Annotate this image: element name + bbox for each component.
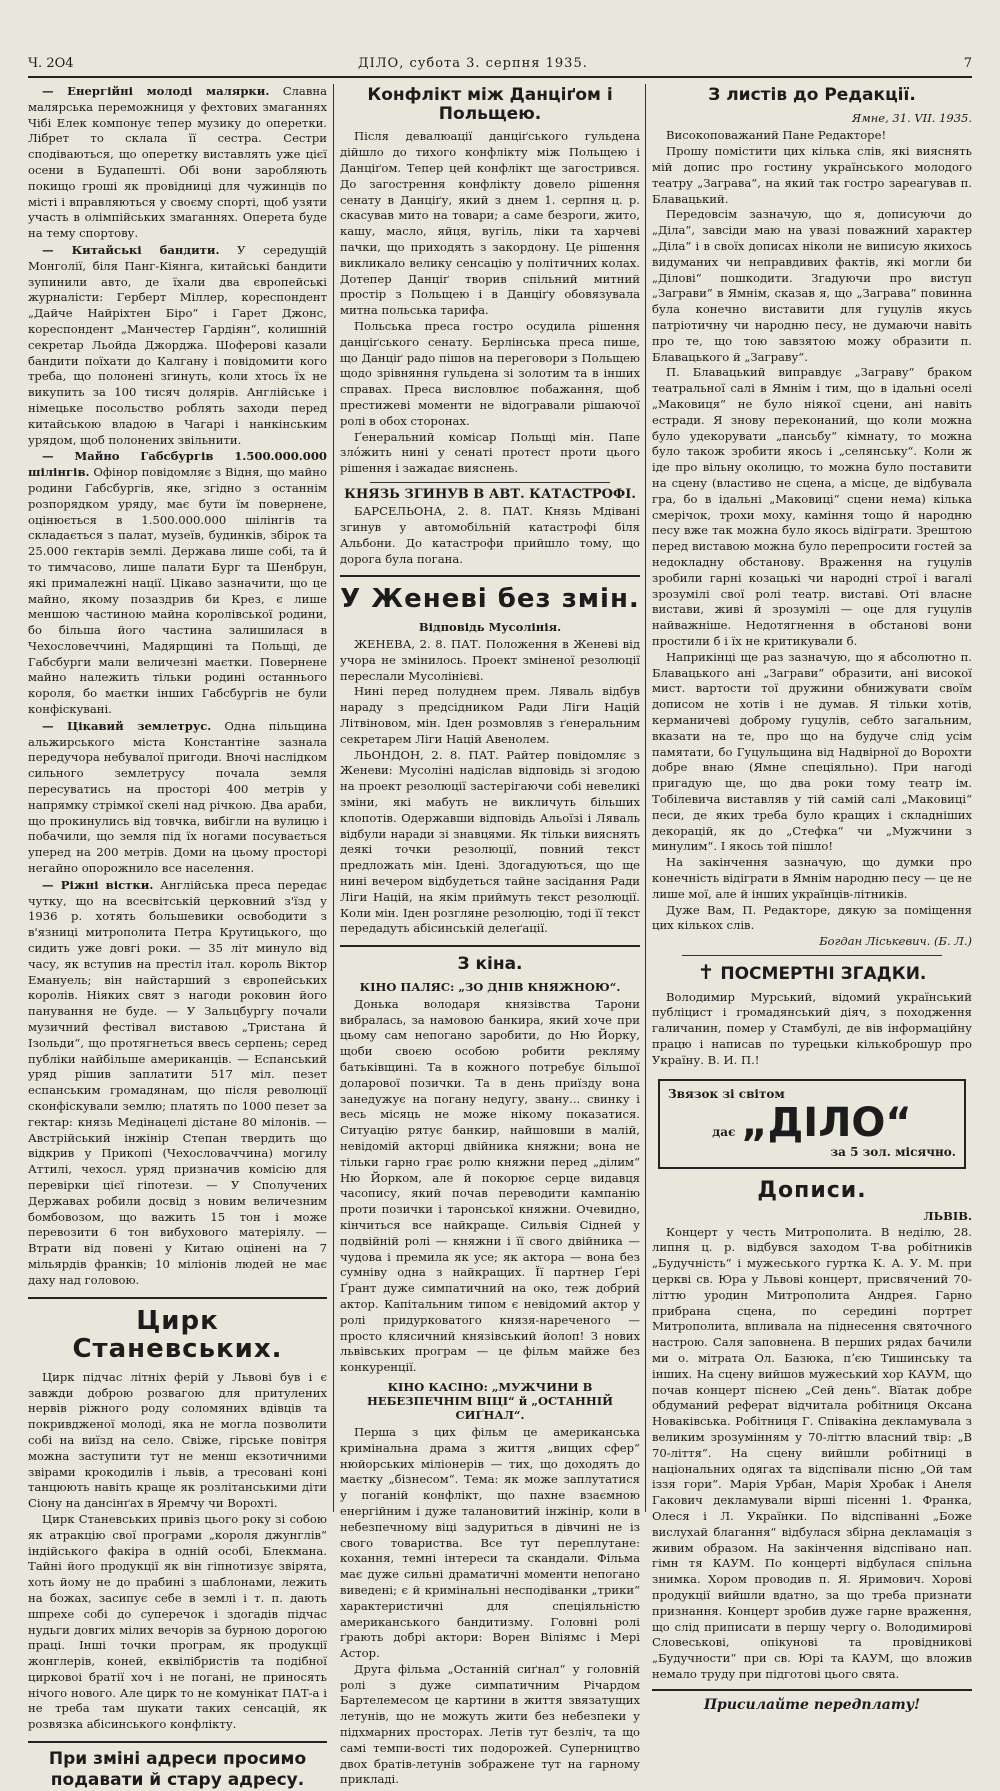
news-text: Одна пільщина альжирського міста Константіне зазнала передучора небувалої пригоди. Вночі наслідком сильного землетрусу почала земля пересуватись на просторі 400 метрів у напрямку стрімкої скелі над річкою. Два араби, що прокинулись від товчка, вибігли на вулицю і побачили, що земля під їх ногами посувається уперед на 200 метрів. Доми на цьому просторі негайно опорожнило все населення. [28, 718, 327, 876]
section-divider [340, 575, 640, 577]
page-number: 7 [963, 56, 972, 71]
news-item [28, 449, 327, 718]
geneva-headline: У Женеві без змін. [340, 584, 640, 615]
ad-pretext: Звязок зі світом [668, 1086, 785, 1101]
letter-paragraph: Дуже Вам, П. Редакторе, дякую за поміщення цих кількох слів. [652, 902, 972, 933]
column-middle [340, 84, 640, 1787]
letters-headline: З листів до Редакції. [708, 85, 916, 105]
news-text: Славна малярська переможниця у фехтових змаганнях Чібі Елек компонує тепер музику до оперетки. Лібрет то склала її сестра. Сестри сподіваються, що оперетку виставлять уже цієї осени в Будапешті. Обі вони заробляють покищо гроші як провідниці для чужинців по місті і вправляються у своєму спорті, щоб узяти участь в олімпійських змаганнях. Оперета буде на тему спортову. [28, 84, 328, 241]
article-paragraph: БАРСЕЛЬОНА, 2. 8. ПАТ. Князь Мдівані згинув у автомобільній катастрофі біля Альбони. До катастрофи прийшло тому, що дорога була погана. [340, 504, 640, 566]
paper-title-date: ДІЛО, субота 3. серпня 1935. [358, 56, 588, 71]
column-divider [645, 84, 646, 1512]
section-divider [28, 1297, 327, 1299]
column-divider [333, 84, 334, 1512]
article-paragraph: Перша з цих фільм це американська кримінальна драма з життя „вищих сфер“ нюйорських міліонерів — тих, що доходять до маєтку „бізнесом“. Тема: як може заплутатися у поганій конфлікт, що пахне взаємною енергійним і дуже талановитий інжінір, коли в небезпечному віці задуриться в дівчині не із свого товариства. Все тут переплутане: кохання, темні інтереси та скандали. Фільма має дуже сильні драматичні моменти непогано виведені; є й кримінальні несподіванки „трики“ характеристичні для спеціяльністю американського бандитизму. Головні ролі ґрають добрі актори: Ворен Віліямс і Мері Астор. [340, 1424, 640, 1661]
news-text: Англійська преса передає чутку, що на всесвітській церковний з'їзд у 1936 р. хотять большевики освободити з в'язниці митрополита Петра Крутицького, що сидить уже довгі роки. — 35 літ минуло від часу, як вступив на престіл італ. король Віктор Емануель; він найстарший з європейських королів. Ніяких свят з нагоди роковин його панування не буде. — У Зальцбургу почали музичний фестівал виставою „Тристана й Ізольди“, що протягнеться ввесь серпень; серед публіки найбільше американців. — Еспанський уряд рішив заплатити 517 міл. пезет еспанським громадянам, що після революції сконфіскували землю; платять по 1000 пезет за гектар: князь Медінацелі дістане 80 мілонів. — Австрійський інжінір Степан твердить що відкрив у Прикопі (Чехословаччина) могилу Аттилі, чехосл. уряд призначив комісію для перевірки цієї гіпотези. — У Сполучених Державах робили досвід з новим величезним бомбовозом, що важить 15 тон і може перевозити 6 тон вибухового матеріялу. — Втрати від повені у Китаю оцінені на 7 мільярдів франків; 10 міліонів людей не має даху над головою. [28, 877, 327, 1287]
cinema-subheadline: КІНО ПАЛЯС: „ЗО ДНІВ КНЯЖНОЮ“. [359, 979, 621, 994]
geneva-subheadline: Відповідь Мусолінія. [418, 619, 562, 634]
article-paragraph: Польська преса гостро осудила рішення данціґського сенату. Берлінська преса пише, що Данціґ радо пішов на переговори з Польщею щодо зрівняння гульдена зі золотим та в інших справах. Преса висловлює побажання, щоб престижеві моменти не відогравали рішаючої ролі в обох сторонах. [340, 318, 640, 428]
news-lead: — Майно Габсбургів 1.500.000.000 шілінгів. [28, 449, 327, 480]
article-paragraph: Друга фільма „Останній сиґнал“ у головній ролі з дуже симпатичним Річардом Бартелемесом це картини в життя звязатущих летунів, що не можуть жити без небезпеки у підхмарних просторах. Летів тут безліч, та що самі темпи-вості тих подорожей. Суперництво двох братів-летунів зображене тут на гарному прикладі. [340, 1661, 640, 1787]
cinema-headline: З кіна. [457, 954, 523, 975]
article-paragraph: ЖЕНЕВА, 2. 8. ПАТ. Положення в Женеві від учора не змінилось. Проект зміненої резолюції переслали Мусолінієві. [340, 636, 640, 683]
article-paragraph: ЛЬОНДОН, 2. 8. ПАТ. Райтер повідомляє з Женеви: Мусоліні надіслав відповідь зі згодою на проект резолюції застерігаючи собі невеликі зміни, які мабуть не викличуть більших клопотів. Одержавши відповідь Альоїзі і Лявaль відбули наради зі знавцями. Як тільки вияснять деякі точки резолюції, повний текст предложать мін. Ідені. Здогадуються, що ще нині вечером відбудеться тайне засідання Ради Ліги Націй, на якім приймуть текст резолюції. Коли мін. Іден розгляне резолюцію, тоді її текст передадуть абісинській делеґації. [340, 747, 640, 936]
news-item [28, 719, 327, 877]
news-lead: — Енергійні молоді малярки. [42, 84, 270, 98]
page-header [28, 52, 972, 78]
cross-icon: ✝ [697, 959, 715, 984]
news-item [28, 84, 327, 242]
article-paragraph: Ґенеральний комісар Польщі мін. Папе злόжить нині у сенаті протест проти цього рішення і зажадає вияснень. [340, 429, 640, 476]
letter-paragraph: Передовсім зазначую, що я, дописуючи до „Діла“, завсіди маю на увазі поважний характер „Діла“ і в своїх дописах ніколи не виписую якихось видумaних чи неправдивих фактів, які могли би „Ділові“ пошкодити. Згадуючи про виступ „Заграви“ в Ямнім, сказав я, що „Заграва“ повинна була конечно виставити для гуцулів якусь патріотичну чи народню песу, не думаючи навіть про те, що тою завзятою можу образити п. Блавацького й „Заграву“. [652, 207, 972, 364]
prince-headline: КНЯЗЬ ЗГИНУВ В АВТ. КАТАСТРОФІ. [344, 486, 636, 502]
news-item [28, 243, 327, 448]
circus-headline: Цирк Станевських. [72, 1305, 283, 1365]
subscribe-call: Присилайте передплату! [652, 1689, 972, 1713]
ad-price: за 5 зол. місячно. [830, 1144, 956, 1159]
subscription-ad [658, 1079, 966, 1169]
column-left [28, 84, 328, 1791]
letter-signature: Богдан Ліськевич. (Б. Л.) [819, 934, 972, 949]
letter-paragraph: Наприкінці ще раз зазначую, що я абсолютно п. Блавацького ані „Заграви“ образити, ані високої мист. вартости тої дружини обнижувати своїм дописом не хотів і не думав. Я тільки хотів, керманичеві доброму гуцулів, себто загальним, вказати на те, про що на будуче слід усім памятати, бо Гуцульщина від Надвірної до Ворохти добре внаю (Ямне спеціяльно). При нагоді пригадую ще, що два роки тому театр ім. Тобілевича виставляв у тій самій салі „Маковиці“ песи, де яких треба було кращих і складніших декорацій, як до „Стефка“ чи „Мужчини з минулим“. І якось той пішло! [652, 649, 972, 854]
news-text: У середущій Монголії, біля Панг-Кіянга, китайські бандити зупинили авто, де їхали два європейські журналісти: Герберт Міллер, кореспондент „Дайче Найріхтен Біро“ і Гарет Джонс, кореспондент „Манчестер Гардіян“, колишній секретар Льойда Джорджа. Шоферові казали бандити поїхати до Калгану і повідомити кого треба, що полонені згинуть, коли хтось їх не викупить за 100 тисяч долярів. Англійське і німецьке посольство роблять заходи перед китайською владою в Чагарі і нанкінським урядом, щоб полонених звільнити. [28, 242, 327, 447]
obituary-headline [652, 961, 972, 984]
article-paragraph: Цирк підчас літніх ферій у Львові був і є завжди доброю розвагою для притулених нервів ріжного роду соломяних вдівців та покривдженої молоді, яка не могла позволити собі на виїзд на село. Свіже, гірське повітря можна заступити тут не менш екзотичними звірами крокодилів і львів, а тресовані коні танцюють навіть краще як розлітанськими діти Сіону на дансінґах в Яремчу чи Ворохті. [28, 1369, 327, 1511]
ad-gives: дає [712, 1124, 736, 1139]
news-text: Офінор повідомляє з Відня, що майно родини Габсбургів, яке, згідно з останнім розпорядком уряду, має бути їм повернене, оцінюється в 1.500.000.000 шілінгів та складається з палат, музеїв, будинків, збірок та 25.000 гектарів землі. Держава лише собі, та й то тимчасово, лише палати Бург та Шенбрун, які прималежні нації. Цікаво зазначити, що це майно, якому позаздрив би Крез, є лише меншою частиною майна королівської родини, бо більша його частина залишилася в Чехословеччині, Мадярщині та Польщі, де Габсбурги мали величезні маєтки. Повернене майно належить тільки родині останнього короля, бо маєтки інших Габсбургів не були конфіскувані. [28, 465, 327, 717]
letter-paragraph: Прошу помістити цих кілька слів, які вияснять мій допис про гостину українського молодого театру „Заграва“, на який так гостро зареагував п. Блавацький. [652, 144, 972, 206]
article-paragraph: Після девалюації данціґського гульдена дійшло до тихого конфлікту між Польщею і Данціґом. Тепер цей конфлікт ще загострився. До загострення конфлікту довело рішення сенату в Данціґу, який з днем 1. серпня ц. р. скасував мито на товари; а саме безроги, жито, кашу, масло, яйця, вугіль, ліки та харчеві пачки, що приходять з закордону. Це рішення викликало велику сенсацію у політичних колах. Дотепер Данціґ творив спільний митний простір з Польщею і в Данціґу обовязувала митна польська тарифа. [340, 129, 640, 318]
article-paragraph: Нині перед полуднем прем. Лявaль відбув нараду з предсідником Ради Ліги Націй Літвіновом, мін. Іден розмовляв з ґенеральним секретарем Ліги Націй Авенолем. [340, 684, 640, 746]
news-lead: — Ріжні вістки. [42, 877, 154, 892]
news-lead: — Китайські бандити. [42, 242, 220, 257]
letter-paragraph: На закінчення зазначую, що думки про конечність відіграти в Ямнім народню песу — це не лише мої, але й інших українців-літників. [652, 855, 973, 901]
section-divider [340, 945, 640, 947]
section-divider [682, 955, 942, 956]
conflict-headline: Конфлікт між Данціґом і Польщею. [367, 85, 613, 124]
article-paragraph: Донька володаря князівства Тарони вибралась, за намовою банкира, який хоче при цьому сам непогано заробити, до Ню Йорку, щоби своєю особою робити рекляму батьківщині. Та в кожного потребує більшої доларової позички. Та в день приїзду вона занедужує на погану недугу, звану... свинку і весь місяць не може нікому показатися. Ситуацію рятує банкир, найшовши в малій, невідомій акторці двійника княжни; вона не тільки гарно грає ролю княжни перед „ділим“ Ню Йорком, але й покорює серце видавця часопису, який почав переводити кампанію проти позички і таронської княжни. Очевидно, кінчиться все найкраще. Сильвія Сідней у подвійній ролі — княжни і її свого двійника — чудова і премила як усе; як актора — вона без сумніву одна з найкращих. Її партнер Ґері Ґрант дуже симпатичний на око, теж добрий актор. Капітальним типом є невідомий актор у ролі придурковатого князя-нареченого — просто клясичний князівський йолоп! З нових львівських програм — це фільм майже без конкуренції. [340, 996, 640, 1375]
dopysy-paragraph: Концерт у честь Митрополита. В неділю, 28. липня ц. р. відбувся заходом Т-ва робітників „Будучність“ і мужеського гуртка К. А. У. М. при церкві св. Юра у Львові концерт, присвячений 70-літтю уродин Митрополита Андрея. Гарно прибрана сцена, по середині портрет Митрополита, впливала на піднесення святочного настрою. Саля заповнена. В перших рядах бачили ми о. мітрата Ол. Базюка, пʼєю Тишинську та інших. На сцену вийшов мужеський хор КАУМ, що почав концерт піснею „Сей день“. Вїатак добре обдуманий реферат відчитала робітниця Оксана Новаківська. Робітниця Г. Співакіна декламувала з великим зрозумінням у 70-літтю власний твір: „В 70-ліття“. На сцену вийшли робітниці в національних одягах та відспівали пісню „Ой там іззя гори“. Марія Урбан, Марія Хробак і Анеля Гакович декламували вірші пісенні 1. Франка, Олеся і Л. Українки. По відспіванні „Боже вислухай благання“ відбулася збірна декламація з живим образом. На закінчення відспівано нап. гімн тя КАУМ. По концерті відбулася спільна знимка. Хором проводив п. Я. Яримович. Хорові продукції вийшли вдатно, за що треба признати признання. Концерт зробив дуже гарне враження, що слід приписати в першу чергу о. Володимирові Словеськові, опікунові та провідникові „Будучности“ при св. Юрі та КАУМ, що вложив немало труду при підготові цього свята. [652, 1224, 972, 1681]
obituary-title: ПОСМЕРТНІ ЗГАДКИ. [720, 963, 927, 984]
address-change-notice: При зміні адреси просимо подавати й стару адресу. [28, 1741, 327, 1791]
letter-paragraph: П. Блавацький виправдує „Заграву“ браком театральної салі в Ямнім і тим, що в ідальні оселі „Маковиця“ не було ніякої сцени, ані навіть естради. Я знову переконаний, що коли можна було удекорувати „пансьбу“ кімнату, то можна було також зробити якось і „селянську“. Коли ж іде про вільну околицю, то можна було поставити на сцену (властиво не сцена, а місце, де відбувала гра, бо в ідальні „Маковиці“ сцени нема) кілька смерічок, трохи моху, каміння тощо й народню песу вже так можна було якось відіграти. Зрештою перед виставою можна було перепросити гостей за недокладну обстанову. Враження на гуцулів зробили гарні козацькі чи народні строї і вагалі зрозумілі свої ролі театр. виставі. Оті власне вистави, живі й зрозумілі — оце для гуцулів найважніше. Недотягнення в обстанові вони простили б і їх не критикували б. [652, 365, 972, 648]
letter-paragraph: Високоповажаний Пане Редакторе! [666, 128, 887, 143]
news-item [28, 878, 327, 1289]
section-divider [370, 482, 610, 483]
obituary-paragraph: Володимир Мурський, відомий український публіцист і громадянський діяч, з походження галичанин, помер у Стамбулі, де вів інформаційну працю і написав по турецьки кількоброшур про Україну. В. И. П.! [652, 989, 972, 1067]
article-paragraph: Цирк Станевських привіз цього року зі собою як атракцію свої програми „короля джунглів“ індійського факіра в одній особі, Блекмана. Тайні його продукції як він гіпнотизує звірята, хоть йому не до прабині з шаблонами, лежить на божах, засипує себе в землі і т. п. дають шпрехе собі до суперечок і здогадів підчас нудьги довгих мілих вечорів за бурною дорогою праці. Інші точки програм, як продукції жонглерів, коней, еквілібристів та подібної цирковоі братії хоч і не погані, не приносять нічого нового. Але цирк то не комунікат ПАТ-а і не треба там шукати таких сенсацій, як розвязка абісинського конфлікту. [28, 1511, 327, 1732]
ad-brand: „ДІЛО“ [741, 1099, 912, 1146]
issue-number: Ч. 2О4 [28, 56, 74, 71]
dopysy-headline: Дописи. [757, 1177, 867, 1203]
column-right [652, 84, 973, 1713]
news-list [28, 84, 327, 1289]
dopysy-place: ЛЬВІВ. [923, 1208, 972, 1223]
cinema-subheadline: КІНО КАСІНО: „МУЖЧИНИ В НЕБЕЗПЕЧНІМ ВІЦІ“ й „ОСТАННІЙ СИҐНАЛ“. [366, 1379, 614, 1422]
letter-dateline: Ямне, 31. VII. 1935. [851, 110, 972, 125]
news-lead: — Цікавий землетрус. [42, 718, 212, 733]
